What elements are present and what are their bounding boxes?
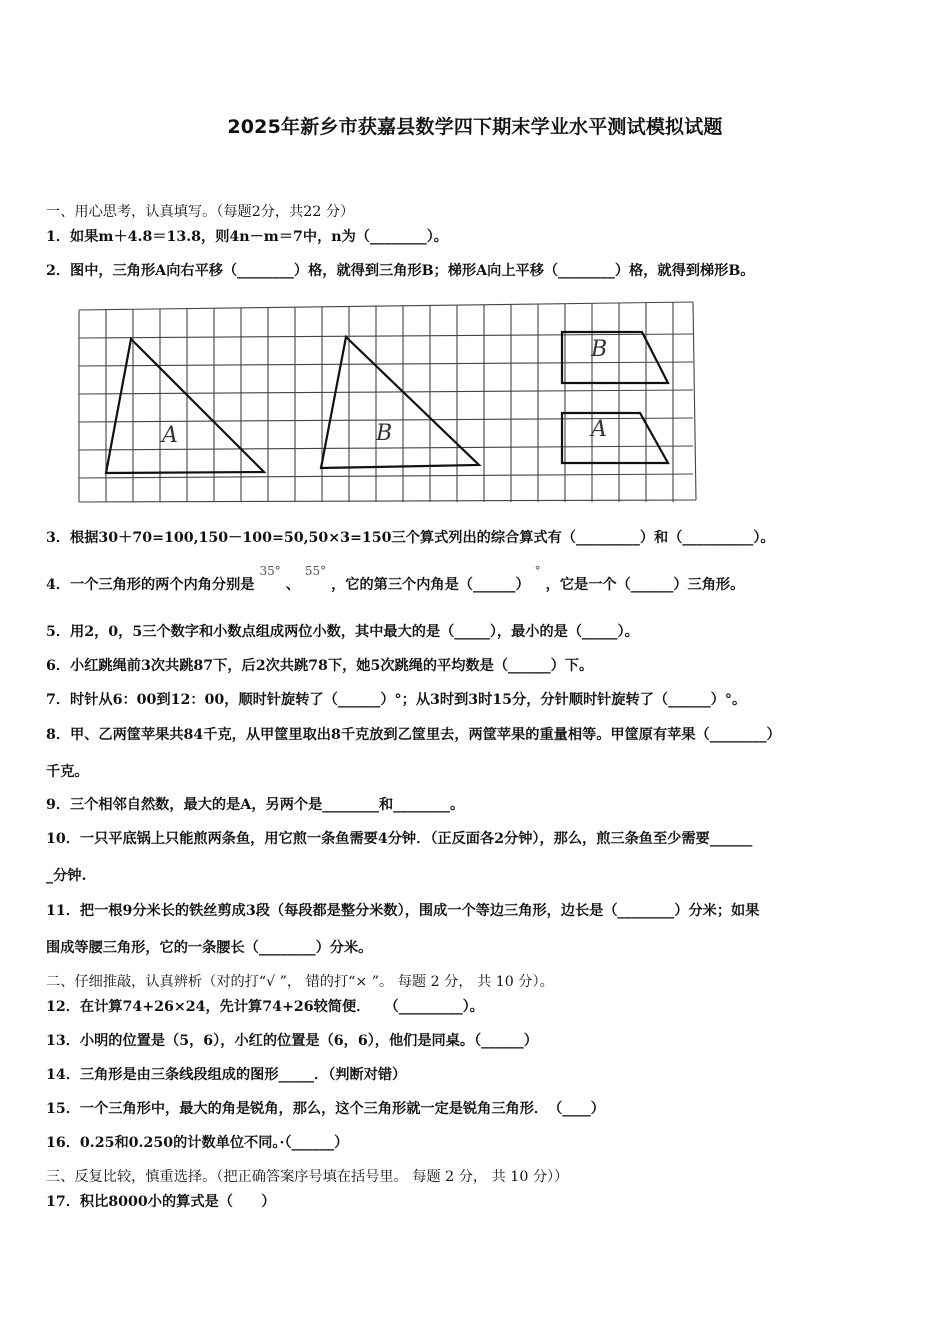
question-11-continued: 围成等腰三角形，它的一条腰长（________）分米。	[46, 940, 373, 956]
question-10: 10．一只平底锅上只能煎两条鱼，用它煎一条鱼需要4分钟．（正反面各2分钟），那么，煎三条鱼至少需要______	[46, 831, 753, 847]
question-9: 9．三个相邻自然数，最大的是A，另两个是________和________。	[46, 797, 465, 813]
question-4-part-b: ，它的第三个内角是（______）	[331, 577, 530, 593]
question-8-continued: 千克。	[46, 764, 89, 780]
triangle-a	[106, 339, 264, 473]
question-5: 5．用2，0，5三个数字和小数点组成两位小数，其中最大的是（_____），最小的是（_____）。	[46, 624, 639, 640]
question-2: 2．图中，三角形A向右平移（________）格，就得到三角形B；梯形A向上平移（________）格，就得到梯形B。	[46, 263, 755, 279]
question-4-part-c: ，它是一个（______）三角形。	[545, 577, 745, 593]
trapezoid-b	[562, 332, 668, 383]
question-16: 16．0.25和0.250的计数单位不同。·（______）	[46, 1135, 349, 1151]
trapezoid-a	[562, 413, 668, 463]
question-14: 14．三角形是由三条线段组成的图形_____．（判断对错）	[46, 1067, 407, 1083]
section-2-heading: 二、仔细推敲，认真辨析（对的打“√ ”， 错的打“× ”。 每题 2 分， 共 10 分）。	[46, 974, 554, 990]
question-10-continued: _分钟.	[46, 868, 87, 884]
question-12: 12．在计算74+26×24，先计算74+26较简便． （_________）。	[46, 999, 484, 1015]
question-17: 17．积比8000小的算式是（ ）	[46, 1194, 276, 1210]
question-4-separator: 、	[285, 577, 300, 593]
degree-symbol: °	[534, 564, 541, 578]
grid-figure	[76, 300, 698, 506]
angle-55: 55°	[304, 564, 327, 578]
label-triangle-a: A	[162, 423, 178, 448]
question-11: 11．把一根9分米长的铁丝剪成3段（每段都是整分米数），围成一个等边三角形，边长是（________）分米；如果	[46, 903, 760, 919]
question-4-part-a: 4．一个三角形的两个内角分别是	[46, 577, 255, 593]
question-6: 6．小红跳绳前3次共跳87下，后2次共跳78下，她5次跳绳的平均数是（______）下。	[46, 658, 594, 674]
page-title: 2025年新乡市获嘉县数学四下期末学业水平测试模拟试题	[227, 116, 723, 138]
label-trapezoid-a: A	[591, 417, 607, 442]
label-triangle-b: B	[376, 421, 393, 446]
question-4	[46, 564, 745, 595]
section-3-heading: 三、反复比较，慎重选择。（把正确答案序号填在括号里。 每题 2 分， 共 10 分））	[46, 1169, 569, 1185]
angle-35: 35°	[259, 564, 281, 578]
question-3: 3．根据30＋70=100,150－100=50,50×3=150三个算式列出的综合算式有（_________）和（__________）。	[46, 530, 775, 546]
question-8: 8．甲、乙两筐苹果共84千克，从甲筐里取出8千克放到乙筐里去，两筐苹果的重量相等。甲筐原有苹果（________）	[46, 727, 781, 743]
question-7: 7．时针从6：00到12：00，顺时针旋转了（______）°；从3时到3时15分，分针顺时针旋转了（______）°。	[46, 692, 747, 708]
section-1-heading: 一、用心思考，认真填写。（每题2分，共22 分）	[46, 204, 355, 220]
label-trapezoid-b: B	[591, 337, 608, 362]
question-15: 15．一个三角形中，最大的角是锐角，那么，这个三角形就一定是锐角三角形． （____）	[46, 1101, 605, 1117]
question-1: 1．如果m＋4.8＝13.8，则4n－m＝7中，n为（________）。	[46, 229, 448, 245]
question-13: 13．小明的位置是（5，6），小红的位置是（6，6），他们是同桌。（______）	[46, 1033, 538, 1049]
